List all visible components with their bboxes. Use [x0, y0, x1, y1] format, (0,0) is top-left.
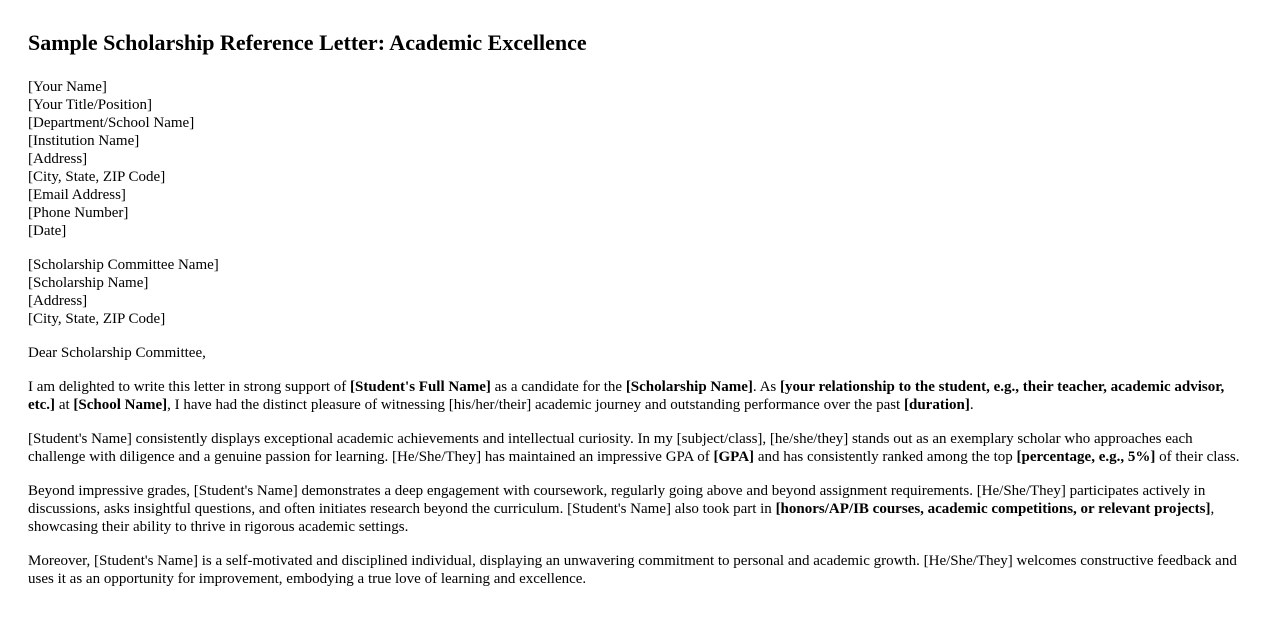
sender-phone: [Phone Number]: [28, 205, 129, 221]
letter-document: [0, 30, 1278, 588]
sender-title: [Your Title/Position]: [28, 97, 152, 113]
recipient-scholarship: [Scholarship Name]: [28, 275, 149, 291]
body-paragraph-1: [28, 378, 1250, 414]
text-segment: , showcasing their ability to thrive in rigorous academic settings.: [28, 501, 1215, 535]
duration-placeholder: [duration]: [903, 397, 970, 413]
recipient-address-block: [28, 256, 1250, 328]
recipient-committee: [Scholarship Committee Name]: [28, 257, 219, 273]
text-segment: Beyond impressive grades, [Student's Name] demonstrates a deep engagement with coursework, regularly going above and beyond assignment requirements. [He/She/They] participates actively in discussions, asks insightful questions, and often initiates research beyond the curriculum. [Student's Name] also took part in: [28, 483, 1206, 517]
body-paragraph-2: [28, 430, 1250, 466]
body-paragraph-3: [28, 482, 1250, 536]
school-name-placeholder: [School Name]: [73, 397, 168, 413]
text-segment: [Student's Name] consistently displays exceptional academic achievements and intellectual curiosity. In my [subject/class], [he/she/they] stands out as an exemplary scholar who approaches each challenge with diligence and a genuine passion for learning. [He/She/They] has maintained an impressive GPA of: [28, 431, 1193, 465]
scholarship-name-placeholder: [Scholarship Name]: [625, 379, 753, 395]
sender-email: [Email Address]: [28, 187, 126, 203]
text-segment: and has consistently ranked among the top: [754, 449, 1017, 465]
text-segment: I am delighted to write this letter in strong support of: [28, 379, 351, 395]
sender-city-state-zip: [City, State, ZIP Code]: [28, 169, 166, 185]
student-full-name-placeholder: [Student's Full Name]: [350, 379, 491, 395]
sender-department: [Department/School Name]: [28, 115, 195, 131]
text-segment: Moreover, [Student's Name] is a self-motivated and disciplined individual, displaying an unwavering commitment to personal and academic growth. [He/She/They] welcomes constructive feedback and uses it as an opportunity for improvement, embodying a true love of learning and excellence.: [28, 553, 1237, 587]
gpa-placeholder: [GPA]: [713, 449, 755, 465]
text-segment: at: [55, 397, 74, 413]
page-title: Sample Scholarship Reference Letter: Academic Excellence: [28, 30, 587, 55]
text-segment: , I have had the distinct pleasure of witnessing [his/her/their] academic journey and outstanding performance over the past: [167, 397, 904, 413]
text-segment: . As: [752, 379, 780, 395]
sender-institution: [Institution Name]: [28, 133, 140, 149]
courses-competitions-placeholder: [honors/AP/IB courses, academic competitions, or relevant projects]: [775, 501, 1211, 517]
letter-date: [Date]: [28, 223, 67, 239]
body-paragraph-4: [28, 552, 1250, 588]
recipient-address: [Address]: [28, 293, 88, 309]
percentage-placeholder: [percentage, e.g., 5%]: [1016, 449, 1156, 465]
sender-address: [Address]: [28, 151, 88, 167]
sender-address-block: [28, 78, 1250, 240]
sender-name: [Your Name]: [28, 79, 107, 95]
salutation: Dear Scholarship Committee,: [28, 345, 206, 361]
relationship-placeholder: [your relationship to the student, e.g., their teacher, academic advisor, etc.]: [28, 379, 1225, 413]
text-segment: .: [969, 397, 974, 413]
text-segment: of their class.: [1155, 449, 1240, 465]
text-segment: as a candidate for the: [490, 379, 626, 395]
recipient-city-state-zip: [City, State, ZIP Code]: [28, 311, 166, 327]
